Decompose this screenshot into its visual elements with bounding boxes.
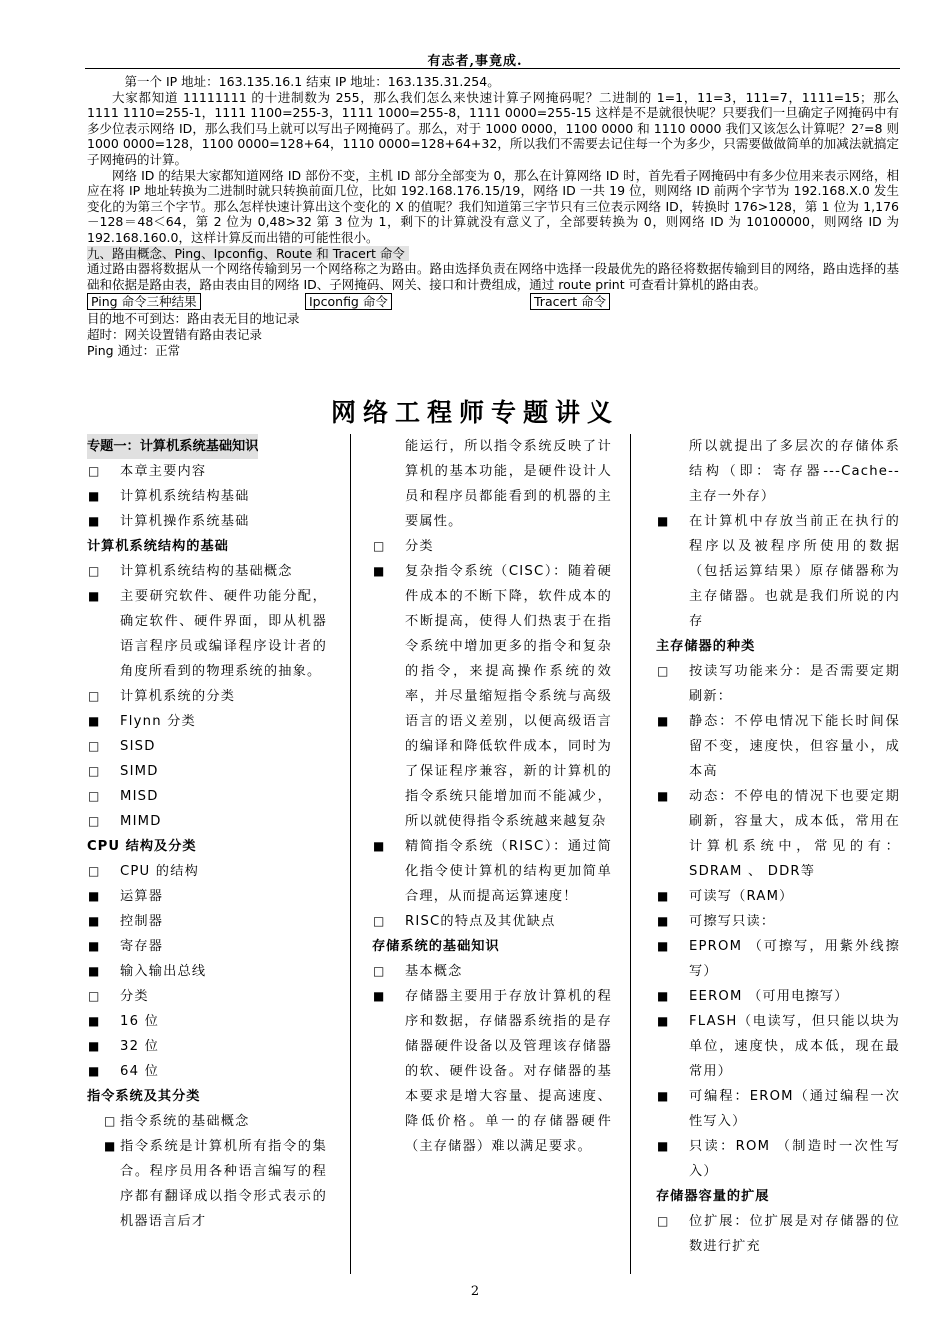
list-item (87, 884, 327, 909)
list-item (87, 684, 327, 709)
hollow-square-bullet-icon: □ (88, 864, 101, 878)
tracert-box: Tracert 命令 (530, 293, 610, 310)
list-item-text: 在计算机中存放当前正在执行的程序以及被程序所使用的数据（包括运算结果）原存储器称为主存储器。也就是我们所说的内存 (689, 514, 900, 629)
filled-square-bullet-icon: ■ (88, 589, 101, 603)
filled-square-bullet-icon: ■ (88, 964, 101, 978)
filled-square-bullet-icon: ■ (657, 889, 670, 903)
subnet-mask-paragraph: 大家都知道 11111111 的十进制数为 255，那么我们怎么来快速计算子网掩码呢？二进制的 1=1，11=3，111=7，1111=15；那么 1111 1110=255-1，1111 1100=255-3，1111 1000=255-8，1111 0000=255-15 这样是不是就很快呢？只要我们一旦确定子网掩码中有多少位表示网络 ID，那么我们马上就可以写出子网掩码了。那么，对于 1000 0000，1100 0000 和 1110 0000 我们又该怎么计算呢？2⁷=8 则 1000 0000=128，1100 0000=128+64，1110 0000=128+64+32，所以我们不需要去记住每一个为多少，只需要做做简单的加减法就搞定子网掩码的计算。 (87, 89, 899, 167)
filled-square-bullet-icon: ■ (88, 714, 101, 728)
list-item-text: 位扩展：位扩展是对存储器的位数进行扩充 (689, 1214, 900, 1254)
column-divider-1 (350, 434, 351, 1274)
list-item-text: 运算器 (120, 889, 164, 904)
filled-square-bullet-icon: ■ (657, 714, 670, 728)
list-item (87, 809, 327, 834)
network-id-paragraph: 网络 ID 的结果大家都知道网络 ID 部份不变，主机 ID 部分全部变为 0，那么在计算网络 ID 时，首先看子网掩码中有多少位用来表示网络，相应在将 IP 地址转换为二进制时就只转换前面几位，比如 192.168.176.15/19，网络 ID 一共 19 位，则网络 ID 前两个字节为 192.168.X.0 发生变化的为第三个字节。那么怎样快速计算出这个变化的 X 的值呢？我们知道第三字节只有三位表示网络 ID，转换时 176>128，第 1 位为 1,176－128＝48＜64，第 2 位为 0,48>32 第 3 位为 1，剩下的计算就没有意义了，全部要转换为 0，则网络 ID 为 10100000，则网络 ID 为 192.168.160.0，这样计算反而出错的可能性很小。 (87, 167, 899, 245)
filled-square-bullet-icon: ■ (88, 889, 101, 903)
hollow-square-bullet-icon: □ (104, 1114, 117, 1128)
list-item-text: 32 位 (120, 1039, 159, 1054)
list-item-text: 指令系统是计算机所有指令的集合。程序员用各种语言编写的程序都有翻译成以指令形式表示的机器语言后才 (120, 1139, 327, 1229)
filled-square-bullet-icon: ■ (657, 914, 670, 928)
list-item-text: Flynn 分类 (120, 714, 196, 729)
list-item (87, 1134, 327, 1234)
hollow-square-bullet-icon: □ (373, 914, 386, 928)
hollow-square-bullet-icon: □ (88, 764, 101, 778)
list-item-text: CPU 的结构 (120, 864, 199, 879)
ping-result-ok: Ping 通过：正常 (87, 342, 181, 358)
list-item-text: SISD (120, 739, 156, 754)
list-item (372, 834, 612, 909)
list-item-text: 计算机系统的分类 (120, 689, 236, 704)
filled-square-bullet-icon: ■ (657, 1139, 670, 1153)
header-motto: 有志者,事竟成. (427, 54, 523, 69)
list-item-text: 本章主要内容 (120, 464, 207, 479)
list-item (656, 659, 900, 709)
list-item-text: EEROM （可用电擦写） (689, 989, 849, 1004)
list-item-text: 可擦写只读： (689, 914, 776, 929)
section-heading (87, 434, 327, 459)
list-item-text: 主要研究软件、硬件功能分配，确定软件、硬件界面，即从机器语言程序员或编译程序设计者的角度所看到的物理系统的抽象。 (120, 589, 327, 679)
list-item-text: 存储器主要用于存放计算机的程序和数据，存储器系统指的是存储器硬件设备以及管理该存储器的软、硬件设备。对存储器的基本要求是增大容量、提高速度、降低价格。单一的存储器硬件（主存储器）难以满足要求。 (405, 989, 612, 1154)
list-item-text: 寄存器 (120, 939, 164, 954)
list-item (87, 934, 327, 959)
list-item-text: 控制器 (120, 914, 164, 929)
list-item-text: 64 位 (120, 1064, 159, 1079)
section-heading-text: 专题一：计算机系统基础知识 (87, 434, 258, 459)
hollow-square-bullet-icon: □ (88, 739, 101, 753)
list-item (656, 1009, 900, 1084)
subsection-heading: 存储系统的基础知识 (372, 939, 500, 954)
list-item-text: 只读：ROM （制造时一次性写入） (689, 1139, 900, 1179)
filled-square-bullet-icon: ■ (657, 1014, 670, 1028)
list-item-text: 计算机系统结构基础 (120, 489, 250, 504)
continued-text: 所以就提出了多层次的存储体系结构（即：寄存器---Cache-- 主存一外存） (689, 439, 900, 504)
list-item-text: 16 位 (120, 1014, 159, 1029)
list-item (87, 459, 327, 484)
filled-square-bullet-icon: ■ (88, 1014, 101, 1028)
hollow-square-bullet-icon: □ (88, 689, 101, 703)
hollow-square-bullet-icon: □ (88, 464, 101, 478)
list-item-text: 复杂指令系统（CISC）：随着硬件成本的不断下降，软件成本的不断提高，使得人们热衷于在指令系统中增加更多的指令和复杂的指令，来提高操作系统的效率，并尽量缩短指令系统与高级语言的语义差别，以便高级语言的编译和降低软件成本，同时为了保证程序兼容，新的计算机的指令系统只能增加而不能减少，所以就使得指令系统越来越复杂 (405, 564, 612, 829)
list-item (87, 709, 327, 734)
list-item-text: 指令系统的基础概念 (120, 1114, 250, 1129)
list-item (656, 1084, 900, 1134)
filled-square-bullet-icon: ■ (657, 789, 670, 803)
subsection-heading: 指令系统及其分类 (87, 1089, 201, 1104)
subsection-heading: CPU 结构及分类 (87, 839, 197, 854)
list-item (87, 484, 327, 509)
hollow-square-bullet-icon: □ (373, 964, 386, 978)
list-item (87, 1034, 327, 1059)
list-item (656, 509, 900, 634)
column-1 (87, 434, 327, 1234)
list-item (87, 509, 327, 534)
ping-result-timeout: 超时：网关设置错有路由表记录 (87, 326, 263, 342)
list-item-text: 分类 (405, 539, 434, 554)
list-item (372, 959, 612, 984)
hollow-square-bullet-icon: □ (88, 989, 101, 1003)
filled-square-bullet-icon: ■ (657, 939, 670, 953)
column-3 (656, 434, 900, 1259)
ip-range-line: 第一个 IP 地址：163.135.16.1 结束 IP 地址：163.135.31.254。 (124, 74, 500, 89)
main-title: 网络工程师专题讲义 (330, 398, 619, 427)
ping-result-unreachable: 目的地不可到达：路由表无目的地记录 (87, 311, 300, 327)
list-item (87, 559, 327, 584)
list-item (372, 984, 612, 1159)
list-item (656, 784, 900, 884)
list-item-text: 动态：不停电的情况下也要定期刷新，容量大，成本低，常用在计算机系统中，常见的有：SDRAM 、 DDR等 (689, 789, 900, 879)
hollow-square-bullet-icon: □ (88, 814, 101, 828)
list-item (87, 959, 327, 984)
list-item (656, 884, 900, 909)
section-9-heading: 九、路由概念、Ping、Ipconfig、Route 和 Tracert 命令 (87, 246, 899, 262)
list-item (656, 909, 900, 934)
list-item-text: 精简指令系统（RISC）：通过简化指令使计算机的结构更加简单合理，从而提高运算速度！ (405, 839, 612, 904)
list-item-text: 分类 (120, 989, 149, 1004)
column-2 (372, 434, 612, 1159)
list-item (372, 559, 612, 834)
command-boxes (87, 293, 899, 310)
column-divider-2 (630, 434, 631, 1274)
upper-section (87, 74, 899, 358)
hollow-square-bullet-icon: □ (657, 1214, 670, 1228)
list-item-text: MISD (120, 789, 159, 804)
hollow-square-bullet-icon: □ (88, 789, 101, 803)
filled-square-bullet-icon: ■ (373, 564, 386, 578)
filled-square-bullet-icon: ■ (657, 989, 670, 1003)
subsection-heading: 主存储器的种类 (656, 639, 756, 654)
list-item (87, 1109, 327, 1134)
list-item-text: 计算机系统结构的基础概念 (120, 564, 293, 579)
list-item (372, 534, 612, 559)
routing-paragraph: 通过路由器将数据从一个网络传输到另一个网络称之为路由。路由选择负责在网络中选择一段最优先的路径将数据传输到目的网络，路由选择的基础和依据是路由表，路由表由目的网络 ID、子网掩码、网关、接口和计费组成，通过 route print 可查看计算机的路由表。 (87, 261, 899, 292)
list-item-text: 计算机操作系统基础 (120, 514, 250, 529)
header-rule (85, 68, 900, 69)
filled-square-bullet-icon: ■ (657, 1089, 670, 1103)
subsection-heading: 存储器容量的扩展 (656, 1189, 770, 1204)
hollow-square-bullet-icon: □ (657, 664, 670, 678)
filled-square-bullet-icon: ■ (88, 939, 101, 953)
list-item-text: 输入输出总线 (120, 964, 207, 979)
list-item (87, 984, 327, 1009)
list-item-text: RISC的特点及其优缺点 (405, 914, 556, 929)
list-item-text: 基本概念 (405, 964, 463, 979)
list-item (87, 734, 327, 759)
filled-square-bullet-icon: ■ (88, 514, 101, 528)
list-item (87, 909, 327, 934)
filled-square-bullet-icon: ■ (657, 514, 670, 528)
subsection-heading: 计算机系统结构的基础 (87, 539, 229, 554)
list-item-text: SIMD (120, 764, 159, 779)
ipconfig-box: Ipconfig 命令 (305, 293, 392, 310)
list-item-text: FLASH（电读写，但只能以块为单位，速度快，成本低，现在最常用） (689, 1014, 900, 1079)
ping-box: Ping 命令三种结果 (87, 293, 201, 310)
filled-square-bullet-icon: ■ (88, 1064, 101, 1078)
list-item-text: 可编程：EROM（通过编程一次性写入） (689, 1089, 900, 1129)
hollow-square-bullet-icon: □ (88, 564, 101, 578)
list-item (87, 759, 327, 784)
continued-text: 能运行，所以指令系统反映了计算机的基本功能，是硬件设计人员和程序员都能看到的机器的主要属性。 (405, 439, 612, 529)
filled-square-bullet-icon: ■ (88, 1039, 101, 1053)
page-number: 2 (470, 1284, 480, 1299)
filled-square-bullet-icon: ■ (373, 839, 386, 853)
filled-square-bullet-icon: ■ (373, 989, 386, 1003)
list-item (656, 1209, 900, 1259)
list-item (656, 1134, 900, 1184)
list-item (87, 784, 327, 809)
list-item-text: EPROM （可擦写，用紫外线擦写） (689, 939, 900, 979)
list-item-text: 按读写功能来分：是否需要定期刷新： (689, 664, 900, 704)
filled-square-bullet-icon: ■ (88, 914, 101, 928)
list-item-text: 静态：不停电情况下能长时间保留不变，速度快，但容量小，成本高 (689, 714, 900, 779)
list-item (656, 984, 900, 1009)
filled-square-bullet-icon: ■ (104, 1139, 117, 1153)
list-item (372, 909, 612, 934)
list-item (87, 584, 327, 684)
list-item (87, 1009, 327, 1034)
filled-square-bullet-icon: ■ (88, 489, 101, 503)
list-item (87, 859, 327, 884)
list-item (87, 1059, 327, 1084)
list-item (656, 934, 900, 984)
list-item (656, 709, 900, 784)
hollow-square-bullet-icon: □ (373, 539, 386, 553)
list-item-text: 可读写（RAM） (689, 889, 794, 904)
list-item-text: MIMD (120, 814, 162, 829)
